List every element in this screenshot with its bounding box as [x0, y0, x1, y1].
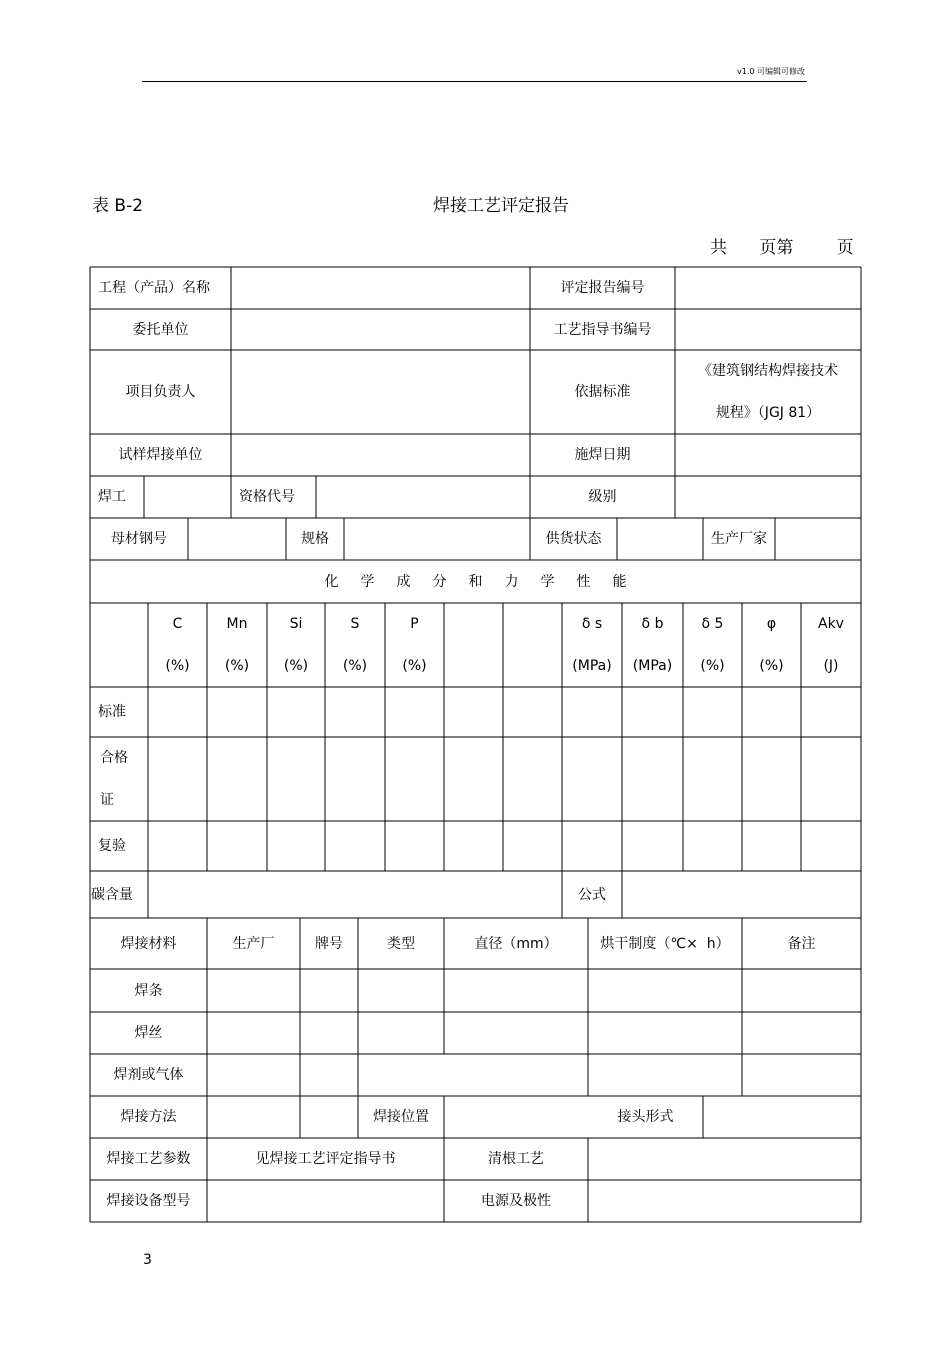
- method-label: 焊接方法: [120, 1109, 177, 1125]
- welder-field[interactable]: [144, 476, 231, 518]
- mat-header-maker: 生产厂: [232, 935, 275, 952]
- row-recheck-label: 复验: [98, 838, 126, 854]
- equipment-label: 焊接设备型号: [106, 1193, 191, 1209]
- mat-header-brand: 牌号: [315, 935, 343, 952]
- chem-col-mn: [207, 603, 267, 687]
- manufacturer-label: 生产厂家: [711, 531, 767, 547]
- formula-label: 公式: [578, 886, 606, 903]
- project-name-field[interactable]: [231, 267, 530, 309]
- welding-date-label: 施焊日期: [574, 447, 631, 463]
- chem-col-name: Mn: [226, 616, 248, 632]
- chem-col-name: φ: [766, 616, 777, 632]
- chem-col-c: [148, 603, 207, 687]
- formula-field[interactable]: [622, 871, 861, 918]
- project-lead-field[interactable]: [231, 350, 530, 434]
- version-note: v1.0 可编辑可修改: [737, 67, 805, 76]
- supply-state-label: 供货状态: [545, 531, 602, 547]
- back-gouging-label: 清根工艺: [488, 1151, 544, 1167]
- mat-header-material: 焊接材料: [120, 935, 177, 952]
- welder-label: 焊工: [98, 489, 126, 505]
- chem-col-name: Akv: [818, 616, 844, 632]
- mat-header-note: 备注: [787, 935, 816, 952]
- welding-date-field[interactable]: [675, 434, 861, 476]
- chem-col-unit: (J): [823, 658, 839, 674]
- supply-state-field[interactable]: [617, 518, 703, 560]
- form-code: 表 B-2: [92, 196, 144, 216]
- standard-value: [675, 350, 861, 434]
- joint-form-label: 接头形式: [617, 1109, 674, 1125]
- wps-no-field[interactable]: [675, 309, 861, 350]
- chem-col-name: P: [410, 616, 419, 632]
- mat-row-flux-gas: 焊剂或气体: [113, 1067, 184, 1083]
- chem-col-akv: [801, 603, 861, 687]
- spec-label: 规格: [301, 531, 329, 547]
- chem-col-reduction: [742, 603, 801, 687]
- chem-col-unit: (%): [283, 658, 309, 674]
- chem-col-s: [325, 603, 385, 687]
- carbon-equiv-label: 碳含量: [91, 886, 133, 903]
- mat-header-drying: 烘干制度（℃× h）: [600, 935, 730, 952]
- row-cert-label: [90, 737, 148, 821]
- mat-header-diameter: 直径（mm）: [474, 935, 558, 952]
- chem-col-name: Si: [289, 616, 303, 632]
- chem-col-name: C: [172, 616, 183, 632]
- client-field[interactable]: [231, 309, 530, 350]
- chem-col-unit: (%): [165, 658, 190, 674]
- chem-col-unit: (%): [402, 658, 427, 674]
- project-name-label: 工程（产品）名称: [98, 280, 210, 296]
- equipment-field[interactable]: [207, 1180, 444, 1222]
- back-gouging-field[interactable]: [588, 1138, 861, 1180]
- mat-header-type: 类型: [387, 935, 415, 952]
- mat-row-electrode: 焊条: [134, 982, 163, 999]
- cert-code-field[interactable]: [316, 476, 530, 518]
- grade-field[interactable]: [675, 476, 861, 518]
- row-cert-line2: 证: [100, 792, 114, 808]
- wps-no-label: 工艺指导书编号: [553, 321, 652, 338]
- standard-label: 依据标准: [574, 384, 631, 400]
- report-no-field[interactable]: [675, 267, 861, 309]
- row-standard-label: 标准: [98, 704, 126, 720]
- standard-value-line2: 规程》（JGJ 81）: [715, 405, 821, 421]
- carbon-equiv-field[interactable]: [148, 871, 562, 918]
- base-steel-field[interactable]: [188, 518, 286, 560]
- chem-col-unit: (%): [759, 658, 784, 674]
- chem-col-unit: (MPa): [632, 658, 673, 674]
- report-no-label: 评定报告编号: [560, 280, 645, 296]
- chem-col-name: δ s: [581, 616, 603, 632]
- chem-col-unit: (MPa): [572, 658, 612, 674]
- chem-col-name: δ 5: [701, 616, 724, 632]
- power-polarity-field[interactable]: [588, 1180, 861, 1222]
- chem-col-name: δ b: [641, 616, 664, 632]
- grade-label: 级别: [588, 489, 617, 505]
- chem-col-unit: (%): [224, 658, 250, 674]
- chem-col-elongation: [683, 603, 742, 687]
- position-label: 焊接位置: [373, 1109, 429, 1125]
- page-counter: 共 页第 页: [710, 238, 854, 258]
- chem-col-tensile: [622, 603, 683, 687]
- specimen-unit-field[interactable]: [231, 434, 530, 476]
- chem-section-title: 化学成分和力学性能: [324, 573, 649, 590]
- chem-col-unit: (%): [700, 658, 725, 674]
- chem-col-p: [385, 603, 444, 687]
- manufacturer-field[interactable]: [775, 518, 861, 560]
- params-label: 焊接工艺参数: [106, 1151, 191, 1167]
- chem-col-name: S: [350, 616, 360, 632]
- page-number: 3: [143, 1252, 152, 1268]
- report-title: 焊接工艺评定报告: [433, 196, 569, 216]
- client-label: 委托单位: [132, 321, 189, 338]
- base-steel-label: 母材钢号: [111, 531, 167, 547]
- project-lead-label: 项目负责人: [125, 384, 196, 400]
- mat-row-wire: 焊丝: [134, 1025, 163, 1041]
- chem-col-unit: (%): [342, 658, 368, 674]
- standard-value-line1: 《建筑钢结构焊接技术: [698, 363, 838, 379]
- cert-code-label: 资格代号: [239, 489, 295, 505]
- power-polarity-label: 电源及极性: [481, 1193, 551, 1209]
- params-value: 见焊接工艺评定指导书: [255, 1151, 396, 1167]
- chem-col-blank-2: [503, 603, 562, 687]
- row-cert-line1: 合格: [100, 750, 128, 766]
- specimen-unit-label: 试样焊接单位: [118, 447, 203, 463]
- chem-col-blank-1: [444, 603, 503, 687]
- chem-col-yield: [562, 603, 622, 687]
- chem-col-si: [267, 603, 325, 687]
- spec-field[interactable]: [344, 518, 530, 560]
